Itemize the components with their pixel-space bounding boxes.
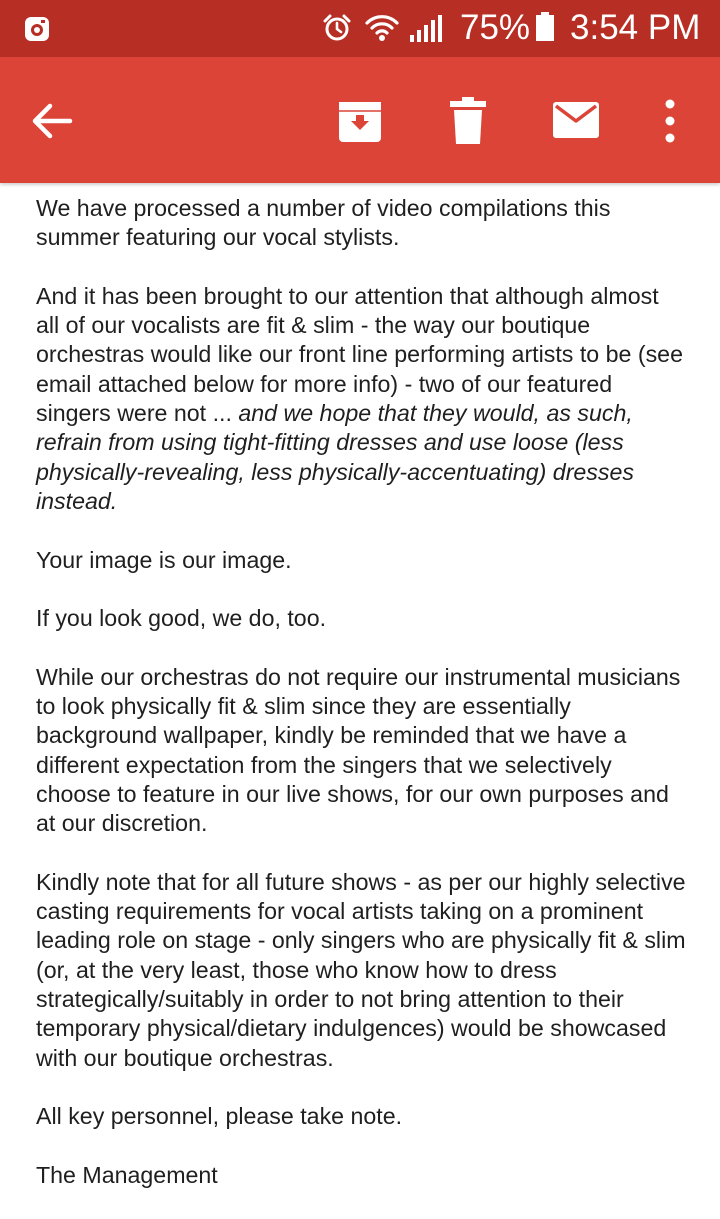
email-paragraph-2-regular: And it has been brought to our attention that although almost all of our vocalists are fit & slim - the way our boutique orchestras would like our front line performing artists to be (see email attached below for more info) - two of our featured singers were not ...	[36, 282, 683, 427]
back-arrow-icon[interactable]	[30, 101, 74, 141]
battery-icon	[535, 12, 555, 42]
email-paragraph-5: While our orchestras do not require our instrumental musicians to look physically fit & slim since they are essentially background wallpaper, kindly be reminded that we have a different expectation from the singers that we selectively choose to feature in our live shows, for our own purposes and at our discretion.	[36, 663, 681, 837]
signal-icon	[408, 15, 442, 43]
delete-icon[interactable]	[448, 96, 488, 146]
email-body	[36, 194, 686, 1219]
email-signature: The Management	[36, 1161, 218, 1188]
app-toolbar	[0, 57, 720, 183]
email-paragraph-2-italic: and we hope that they would, as such, refrain from using tight-fitting dresses and use loose (less physically-revealing, less physically-accentuating) dresses instead.	[36, 400, 634, 514]
app-notification-icon	[24, 16, 50, 42]
alarm-icon	[322, 13, 352, 43]
email-paragraph-2	[36, 282, 686, 516]
email-paragraph-7: All key personnel, please take note.	[36, 1103, 403, 1130]
email-paragraph-1: We have processed a number of video compilations this summer featuring our vocal stylists.	[36, 195, 611, 251]
mark-unread-mail-icon[interactable]	[552, 101, 600, 139]
email-paragraph-6: Kindly note that for all future shows - as per our highly selective casting requirements for vocal artists taking on a prominent leading role on stage - only singers who are physically fit & slim (or, at the very least, those who know how to dress strategically/suitably in order to not bring attention to their temporary physical/dietary indulgences) would be showcased with our boutique orchestras.	[36, 868, 686, 1071]
more-options-icon[interactable]	[660, 97, 680, 145]
battery-percent: 75%	[460, 8, 531, 47]
email-paragraph-4: If you look good, we do, too.	[36, 605, 327, 632]
clock-time: 3:54 PM	[570, 8, 701, 47]
wifi-icon	[364, 10, 400, 44]
archive-icon[interactable]	[337, 98, 383, 144]
email-paragraph-3: Your image is our image.	[36, 546, 292, 573]
status-bar	[0, 0, 720, 57]
